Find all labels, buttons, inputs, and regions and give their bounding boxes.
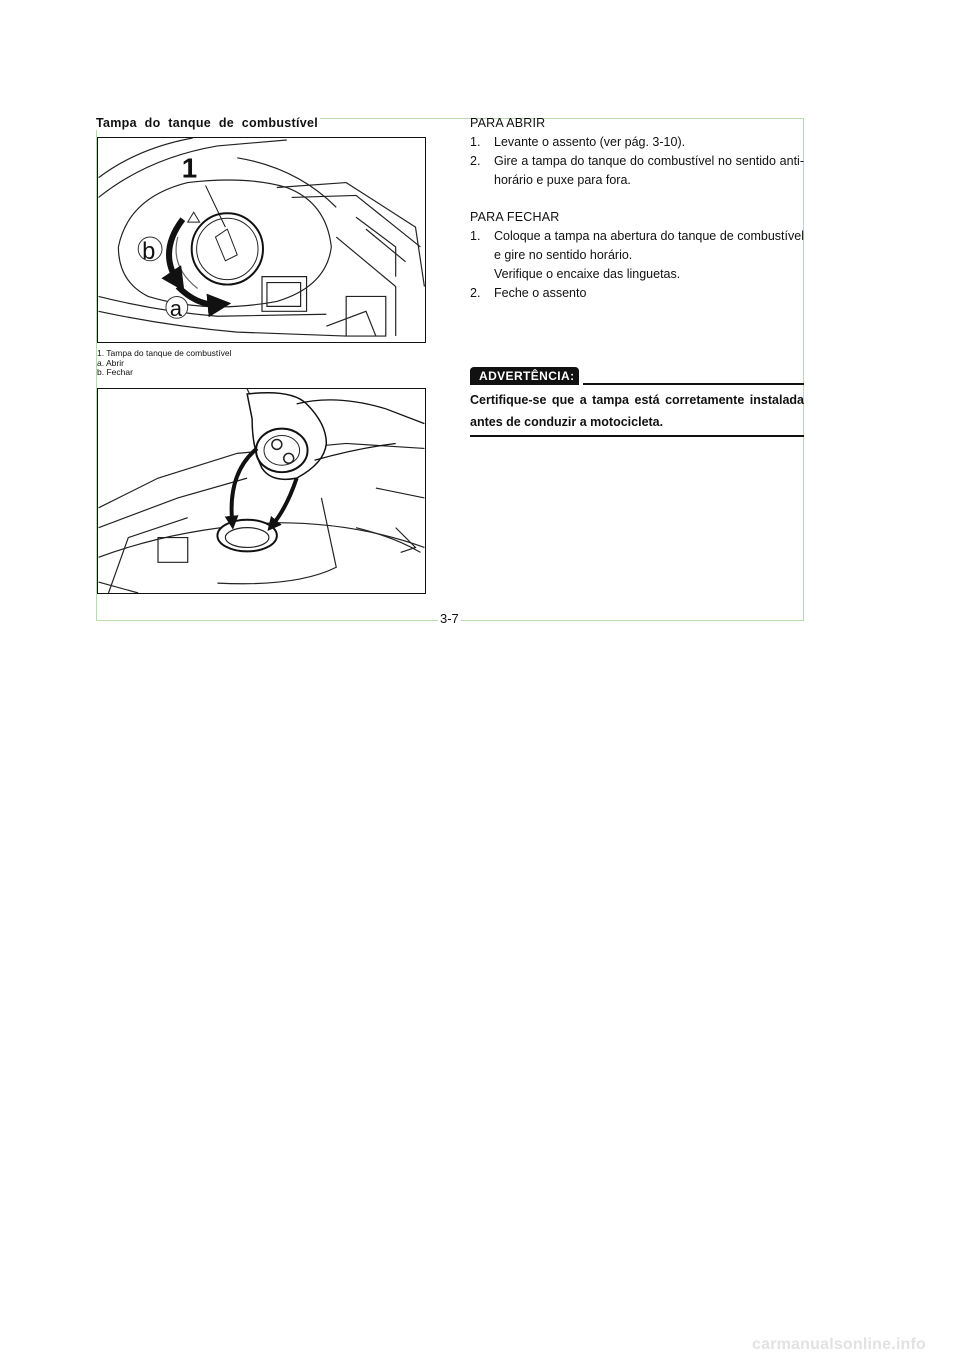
figure-caption: [97, 349, 232, 378]
caption-line: b. Fechar: [97, 367, 133, 377]
watermark: carmanualsonline.info: [752, 1336, 927, 1353]
fuel-cap-illustration: [97, 137, 426, 343]
step-number: 2.: [470, 154, 481, 168]
warning-box: [470, 367, 804, 437]
warning-rule-top: [583, 382, 804, 385]
close-heading: PARA FECHAR: [470, 210, 560, 224]
open-step-1: [470, 133, 804, 152]
instructions: [470, 114, 804, 303]
step-number: 1.: [470, 229, 481, 243]
close-step-2: [470, 284, 804, 303]
warning-rule-bottom: [470, 435, 804, 437]
page-number: 3-7: [440, 611, 459, 626]
callout-a: a: [169, 296, 183, 322]
callout-1: 1: [181, 152, 198, 184]
caption-line: a. Abrir: [97, 357, 124, 368]
warning-text: Certifique-se que a tampa está corretamente instalada antes de conduzir a motocicleta.: [470, 393, 804, 429]
open-heading: PARA ABRIR: [470, 116, 546, 130]
step-text: Feche o assento: [494, 286, 587, 300]
step-number: 2.: [470, 286, 481, 300]
open-step-2: [470, 152, 804, 190]
warning-label: ADVERTÊNCIA:: [470, 367, 579, 385]
cap-installation-illustration: [97, 388, 426, 594]
step-number: 1.: [470, 135, 481, 149]
step-text: Levante o assento (ver pág. 3-10).: [494, 135, 686, 149]
callout-b: b: [142, 237, 156, 265]
close-step-1-note: Verifique o encaixe das linguetas.: [494, 267, 681, 281]
section-title: Tampa do tanque de combustível: [96, 116, 319, 130]
step-text: Coloque a tampa na abertura do tanque de combustível e gire no sentido horário.: [494, 229, 804, 262]
step-text: Gire a tampa do tanque do combustível no sentido anti-horário e puxe para fora.: [494, 154, 804, 187]
close-step-1: [470, 227, 804, 265]
caption-line: 1. Tampa do tanque de combustível: [97, 348, 232, 358]
